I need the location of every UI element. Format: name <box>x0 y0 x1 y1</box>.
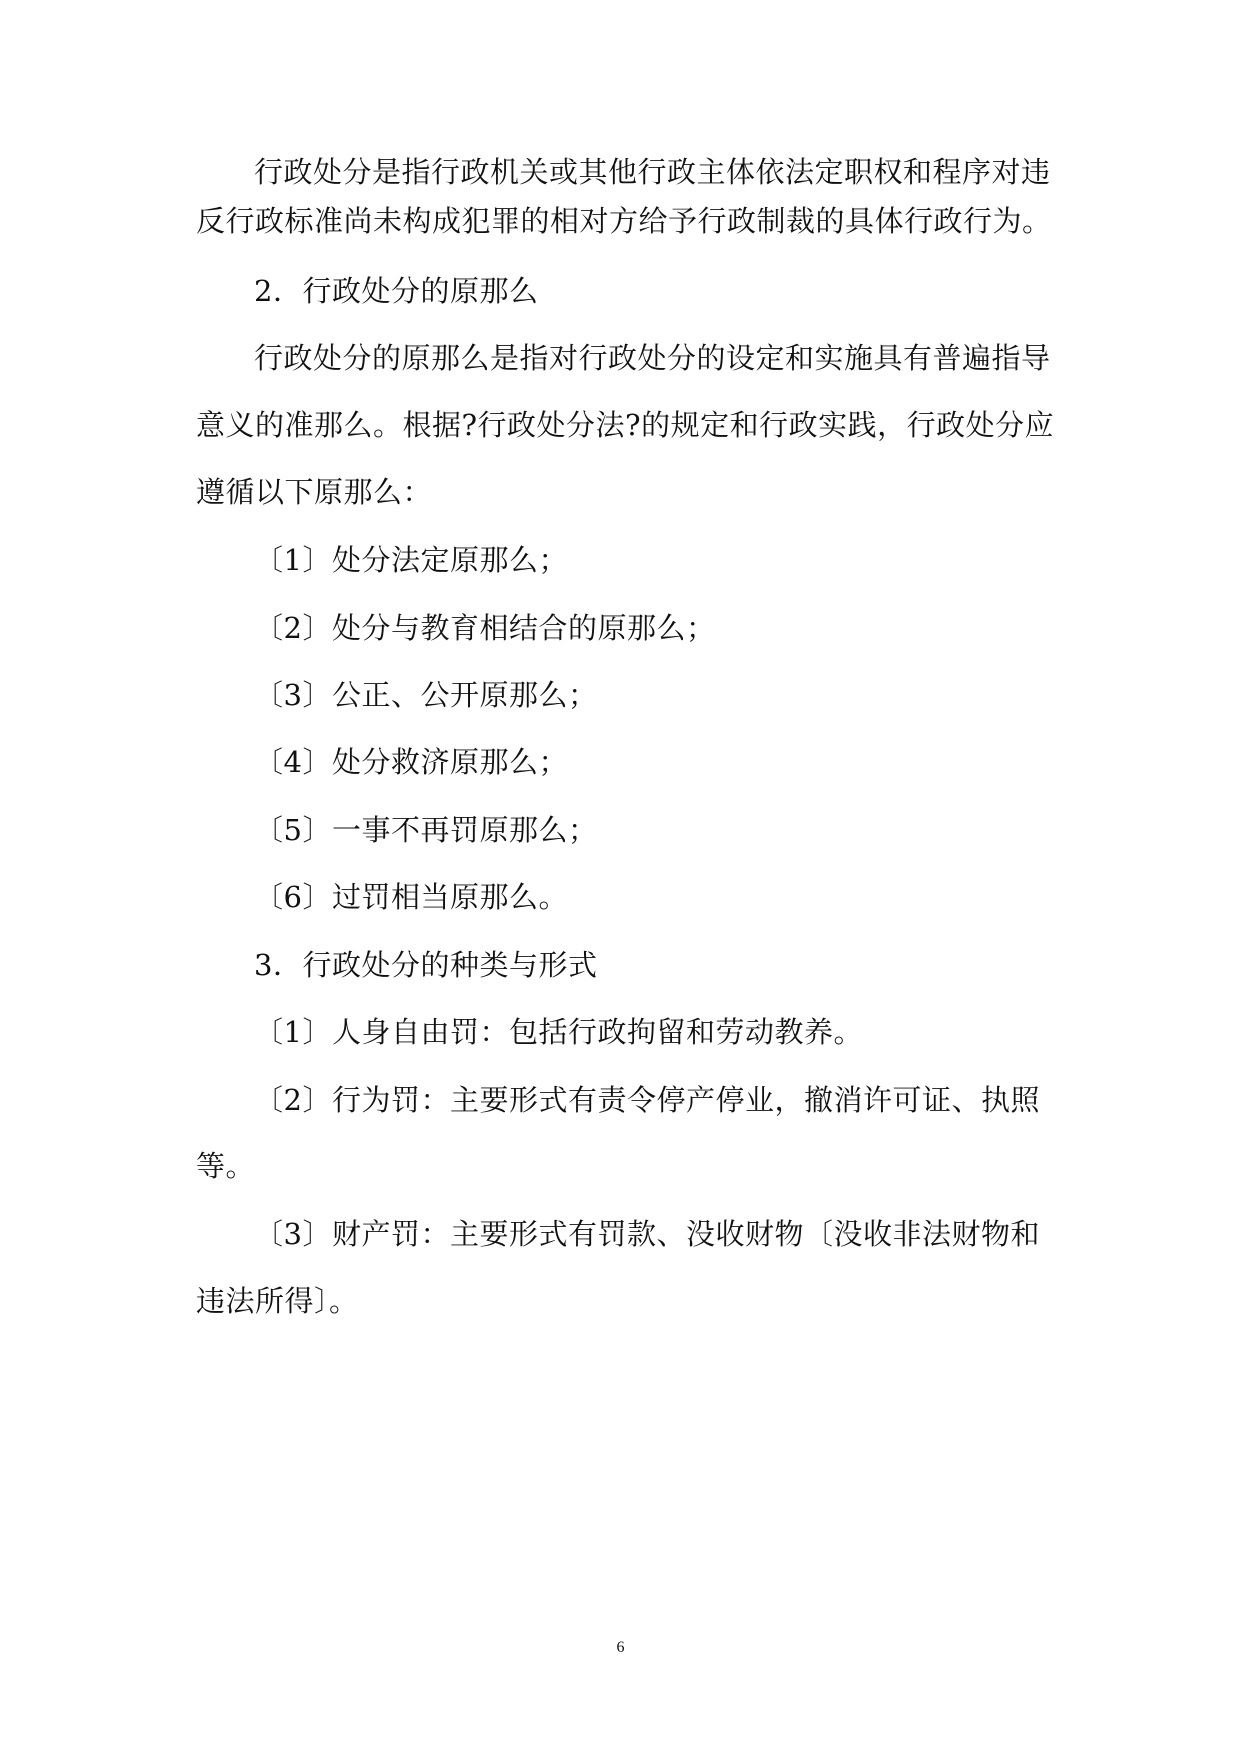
list-item: 〔2〕行为罚：主要形式有责令停产停业，撤消许可证、执照 <box>254 1083 1040 1117</box>
list-item: 〔1〕处分法定原那么； <box>254 543 568 577</box>
paragraph-line: 违法所得〕。 <box>196 1284 359 1318</box>
section-heading: 2．行政处分的原那么 <box>254 274 539 308</box>
list-item: 〔6〕过罚相当原那么。 <box>254 880 568 914</box>
page-number: 6 <box>616 1639 625 1656</box>
paragraph-line: 意义的准那么。根据?行政处分法?的规定和行政实践，行政处分应 <box>196 408 1055 442</box>
paragraph-line: 行政处分的原那么是指对行政处分的设定和实施具有普遍指导 <box>254 341 1051 375</box>
list-item: 〔3〕财产罚：主要形式有罚款、没收财物〔没收非法财物和 <box>254 1217 1040 1251</box>
list-item: 〔1〕人身自由罚：包括行政拘留和劳动教养。 <box>254 1015 863 1049</box>
list-item: 〔5〕一事不再罚原那么； <box>254 813 598 847</box>
section-heading: 3．行政处分的种类与形式 <box>254 948 598 982</box>
list-item: 〔4〕处分救济原那么； <box>254 745 568 779</box>
paragraph-line: 等。 <box>196 1149 256 1183</box>
paragraph-line: 遵循以下原那么： <box>196 475 433 509</box>
list-item: 〔3〕公正、公开原那么； <box>254 678 598 712</box>
paragraph-line: 反行政标准尚未构成犯罪的相对方给予行政制裁的具体行政行为。 <box>196 204 1052 238</box>
list-item: 〔2〕处分与教育相结合的原那么； <box>254 611 716 645</box>
paragraph-line: 行政处分是指行政机关或其他行政主体依法定职权和程序对违 <box>254 155 1051 189</box>
